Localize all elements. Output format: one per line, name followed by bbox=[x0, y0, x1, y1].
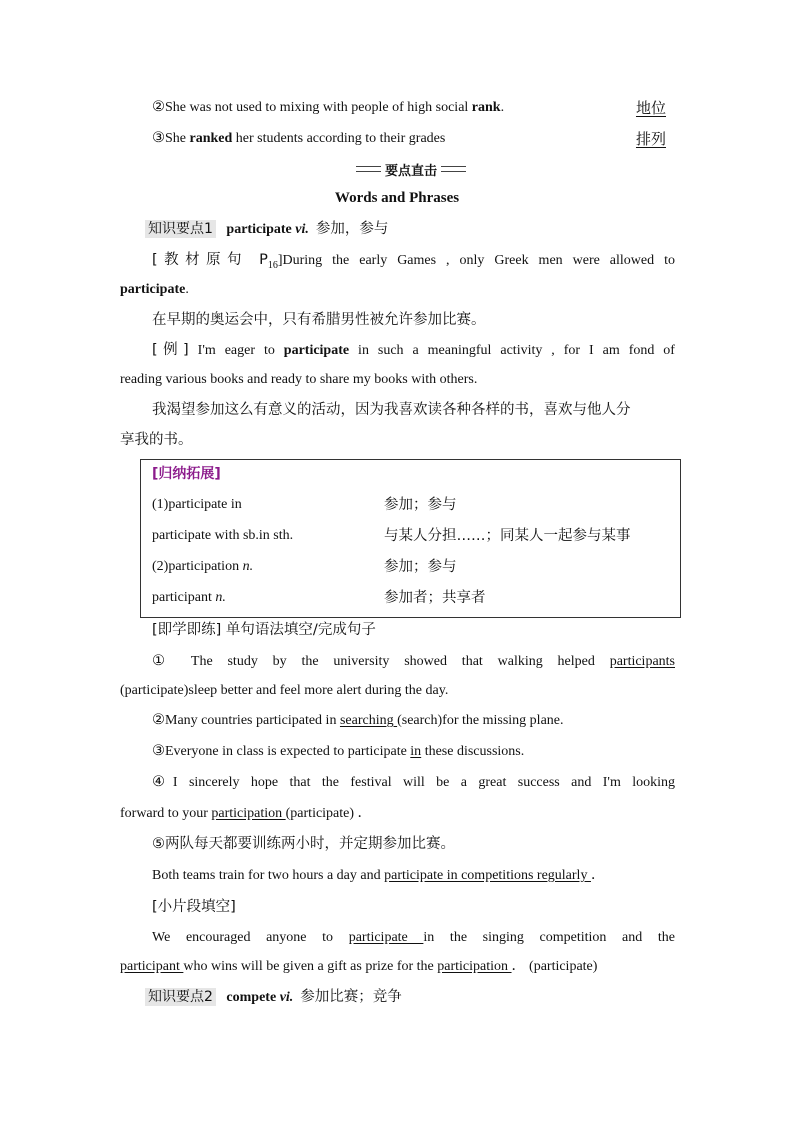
answer-meaning: 排列 bbox=[635, 130, 666, 148]
keyword: ranked bbox=[189, 131, 233, 146]
source-translation: 在早期的奥运会中，只有希腊男性被允许参加比赛。 bbox=[152, 312, 486, 328]
summary-title: [归纳拓展] bbox=[152, 466, 221, 482]
source-label: [教材原句 P bbox=[152, 252, 268, 268]
punct: . bbox=[185, 282, 189, 297]
example-translation-1: 我渴望参加这么有意义的活动，因为我喜欢读各种各样的书，喜欢与他人分 bbox=[152, 402, 631, 418]
question-text: Many countries participated in bbox=[165, 713, 340, 728]
summary-pos: n. bbox=[215, 590, 226, 605]
banner-bar-right bbox=[441, 166, 466, 172]
practice-heading bbox=[152, 620, 675, 641]
summary-row-1-cn: 参加；参与 bbox=[384, 497, 457, 513]
summary-row-4-cn: 参加者；共享者 bbox=[384, 590, 486, 606]
point-word: compete bbox=[226, 990, 277, 1005]
summary-pos: n. bbox=[242, 559, 254, 574]
summary-row-3-en bbox=[152, 557, 253, 577]
item-number: ① bbox=[152, 653, 177, 669]
sentence-text: She bbox=[165, 131, 190, 146]
keyword: participate bbox=[120, 282, 186, 297]
example-line1 bbox=[152, 340, 675, 361]
practice-q3 bbox=[152, 741, 675, 762]
answer-blank: searching bbox=[339, 713, 398, 728]
fragment-text: in the singing competition and the bbox=[423, 930, 675, 945]
practice-q5-cn bbox=[152, 834, 675, 855]
practice-q5-en bbox=[152, 866, 675, 886]
summary-row-1-en: (1)participate in bbox=[152, 497, 242, 512]
source-sentence-line1 bbox=[152, 250, 675, 276]
point-pos: vi. bbox=[279, 990, 294, 1005]
item-number: ⑤ bbox=[152, 836, 165, 852]
summary-row-2-en: participate with sb.in sth. bbox=[152, 528, 294, 543]
question-text: (participate) ． bbox=[285, 806, 372, 821]
example-line2: reading various books and ready to share my books with others. bbox=[120, 372, 478, 387]
point-tag: 知识要点1 bbox=[145, 220, 216, 238]
point-word: participate bbox=[226, 222, 292, 237]
example-text: in such a meaningful activity , for I am fond of bbox=[349, 343, 675, 358]
point-pos: vi. bbox=[295, 222, 309, 237]
source-sentence-line2 bbox=[120, 280, 675, 300]
question-text: Everyone in class is expected to participate bbox=[165, 744, 411, 759]
source-text: ]During the early Games , only Greek men were allowed to bbox=[277, 253, 675, 268]
answer-blank: in bbox=[410, 744, 422, 759]
banner-bar-left bbox=[356, 166, 381, 172]
practice-subtitle: 单句语法填空/完成句子 bbox=[221, 622, 376, 638]
keyword: participate bbox=[283, 343, 350, 358]
answer-blank: participant bbox=[120, 959, 184, 974]
item-number: ③ bbox=[152, 743, 165, 759]
item-number: ③ bbox=[152, 130, 165, 146]
summary-word: participant bbox=[152, 590, 216, 605]
answer-blank: participants bbox=[609, 654, 675, 669]
example-text: I'm eager to bbox=[188, 343, 284, 358]
fragment-text: ． (participate) bbox=[511, 959, 598, 974]
item-number: ④ bbox=[152, 774, 173, 790]
point-meaning: 参加，参与 bbox=[315, 221, 389, 237]
question-text: Both teams train for two hours a day and bbox=[152, 868, 385, 883]
practice-q2 bbox=[152, 710, 675, 731]
sentence-text: her students according to their grades bbox=[232, 131, 446, 146]
keyword: rank bbox=[471, 100, 501, 115]
answer-blank: participation bbox=[437, 959, 512, 974]
question-text: (search)for the missing plane. bbox=[397, 713, 564, 728]
banner-text: 要点直击 bbox=[385, 163, 438, 179]
section-banner bbox=[356, 160, 466, 178]
question-text: I sincerely hope that the festival will be a great success and I'm looking bbox=[172, 775, 676, 790]
answer-meaning: 地位 bbox=[635, 99, 666, 117]
summary-word: (2)participation bbox=[152, 559, 243, 574]
sentence-text: She was not used to mixing with people of high social bbox=[165, 100, 472, 115]
point-tag: 知识要点2 bbox=[145, 988, 216, 1006]
point-1-heading bbox=[145, 219, 700, 240]
fragment-line1 bbox=[152, 928, 675, 948]
question-text: these discussions. bbox=[421, 744, 525, 759]
vocab-line-3 bbox=[152, 128, 675, 149]
practice-q4-line2 bbox=[120, 804, 675, 824]
practice-q4-line1 bbox=[152, 772, 675, 793]
fragment-text: We encouraged anyone to bbox=[152, 930, 349, 945]
practice-title: [即学即练] bbox=[152, 622, 222, 638]
question-text: forward to your bbox=[120, 806, 212, 821]
item-number: ② bbox=[152, 712, 165, 728]
question-text: 两队每天都要训练两小时，并定期参加比赛。 bbox=[165, 836, 455, 852]
summary-row-3-cn: 参加；参与 bbox=[384, 559, 457, 575]
answer-blank: participate bbox=[348, 930, 424, 945]
fragment-line2 bbox=[120, 957, 675, 977]
practice-q1-line1 bbox=[152, 651, 675, 672]
punct: . bbox=[500, 100, 505, 115]
point-meaning: 参加比赛；竞争 bbox=[300, 989, 402, 1005]
section-title: Words and Phrases bbox=[334, 190, 460, 206]
fragment-text: who wins will be given a gift as prize for the bbox=[183, 959, 438, 974]
fragment-title: [小片段填空] bbox=[152, 899, 236, 915]
vocab-line-2 bbox=[152, 97, 675, 118]
source-page: 16 bbox=[267, 259, 278, 271]
summary-row-2-cn: 与某人分担……；同某人一起参与某事 bbox=[384, 528, 631, 544]
point-2-heading bbox=[145, 987, 700, 1008]
question-text: ． bbox=[590, 868, 605, 883]
answer-blank: participation bbox=[211, 806, 286, 821]
question-text: The study by the university showed that walking helped bbox=[176, 654, 610, 669]
example-label: [例] bbox=[152, 342, 189, 358]
answer-blank: participate in competitions regularly bbox=[384, 868, 591, 883]
summary-row-4-en bbox=[152, 588, 226, 608]
example-translation-2: 享我的书。 bbox=[120, 432, 193, 448]
practice-q1-line2: (participate)sleep better and feel more alert during the day. bbox=[120, 683, 449, 698]
item-number: ② bbox=[152, 99, 165, 115]
